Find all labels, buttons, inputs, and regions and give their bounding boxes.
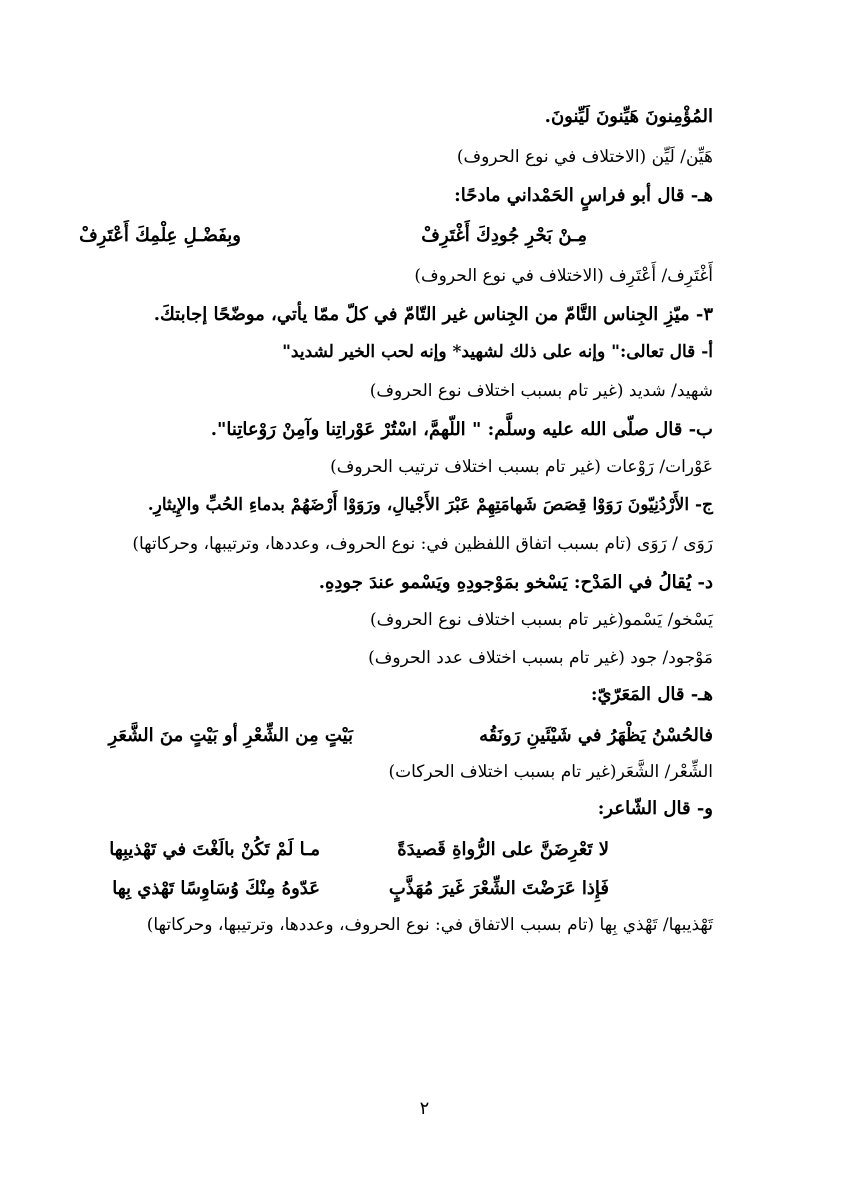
item-a: أ- قال تعالى:" وإنه على ذلك لشهيد* وإنه لحب الخير لشديد" — [282, 342, 713, 362]
page-number: ٢ — [419, 1098, 430, 1119]
verse-1-second-hemistich: وبِفَضْـلِ عِلْمِكَ أَعْتَرِفْ — [79, 225, 241, 246]
item-waw: و- قال الشّاعر: — [597, 798, 713, 819]
verse-3-first-hemistich: لا تَعْرِضَنَّ على الرُّواةِ قَصيدَةً — [397, 839, 609, 860]
answer-waw: تَهْذيبها/ تَهْذي بِها (تام بسبب الاتفاق في: نوع الحروف، وعددها، وترتيبها، وحركاتها) — [146, 915, 713, 935]
item-c: ج- الأَرْدُنِيّونَ رَوَوْا قِصَصَ شَهامَتِهِمْ عَبْرَ الأَجْيالِ، ورَوَوْا أَرْضَهُمْ بدماءِ الحُبِّ والإِيثارِ. — [147, 495, 713, 515]
verse-3-second-hemistich: مـا لَمْ تَكُنْ بالَغْتَ في تَهْذيبِها — [109, 839, 320, 860]
verse-2-second-hemistich: بَيْتٍ مِن الشِّعْرِ أو بَيْتٍ منَ الشَّعَرِ — [108, 725, 353, 746]
item-d: د- يُقالُ في المَدْح: يَسْخو بمَوْجودِهِ ويَسْمو عندَ جودِهِ. — [318, 572, 713, 593]
item-b: ب- قال صلّى الله عليه وسلَّم: " اللّهمَّ، اسْتُرْ عَوْراتِنا وآمِنْ رَوْعاتِنا". — [210, 419, 713, 440]
item-heading-he-1: هـ- قال أبو فراسٍ الحَمْداني مادحًا: — [454, 185, 713, 206]
verse-2-first-hemistich: فالحُسْنُ يَظْهَرُ في شَيْئَينِ رَونَقُه — [479, 725, 713, 746]
answer-c: رَوَى / رَوَى (تام بسبب اتفاق اللفظين في: نوع الحروف، وعددها، وترتيبها، وحركاتها) — [132, 534, 713, 554]
answer-d-1: يَسْخو/ يَسْمو(غير تام بسبب اختلاف نوع الحروف) — [369, 610, 713, 630]
answer-b: عَوْرات/ رَوْعات (غير تام بسبب اختلاف ترتيب الحروف) — [330, 457, 713, 477]
verse-1-first-hemistich: مِـنْ بَحْرِ جُودِكَ أَغْتَرِفْ — [421, 225, 587, 246]
answer-a: شهيد/ شديد (غير تام بسبب اختلاف نوع الحروف) — [369, 381, 713, 401]
verse-4-second-hemistich: عَدّوهُ مِنْكَ وُسَاوِسًا تَهْذي بِها — [112, 878, 320, 899]
verse-4-first-hemistich: فَإِذا عَرَضْتَ الشِّعْرَ غَيرَ مُهَذَّبٍ — [388, 878, 609, 899]
answer-d-2: مَوْجود/ جود (غير تام بسبب اختلاف عدد الحروف) — [368, 648, 713, 668]
answer-he-2: الشِّعْر/ الشَّعَر(غير تام بسبب اختلاف الحركات) — [388, 762, 713, 782]
explanation-line: هَيِّن/ لَيِّن (الاختلاف في نوع الحروف) — [456, 147, 713, 167]
explanation-line: أَغْتَرِف/ أَعْتَرِف (الاختلاف في نوع الحروف) — [414, 266, 713, 286]
hadith-line: المُؤْمِنونَ هَيِّنونَ لَيِّنونَ. — [544, 106, 713, 127]
item-he-2: هـ- قال المَعَرّيّ: — [590, 684, 713, 705]
question-3-heading: ٣- ميّزِ الجِناس التَّامّ من الجِناس غير التّامّ في كلّ ممّا يأتي، موضّحًا إجابتكَ. — [153, 304, 713, 325]
